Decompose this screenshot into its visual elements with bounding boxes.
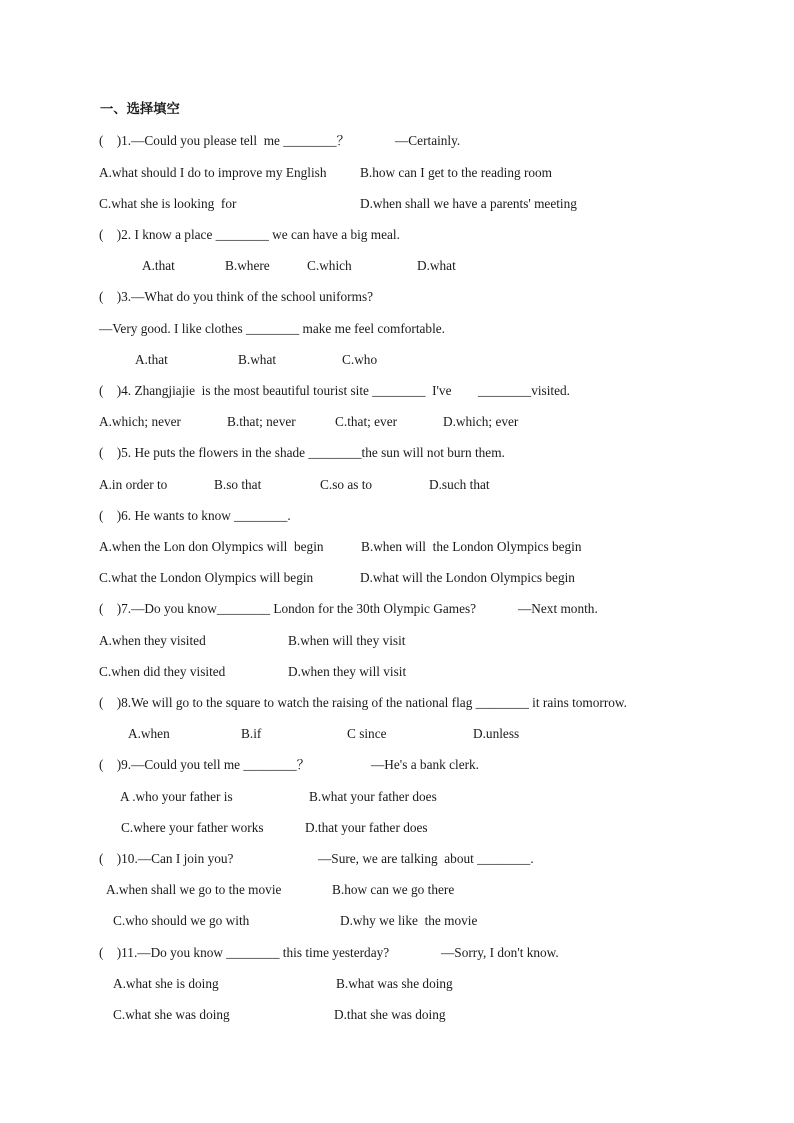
question-reply: —Sorry, I don't know. [441,945,559,960]
question-1-options-row-1 [0,163,794,183]
option-c: C.who [342,352,378,367]
question-stem: ( )9.—Could you tell me ________？ [99,757,310,772]
option-a: A.in order to [99,477,168,492]
option-a: A.that [142,258,175,273]
question-1-options-row-2 [0,194,794,214]
option-c: C.what the London Olympics will begin [99,570,314,585]
option-d: D.what will the London Olympics begin [360,570,575,585]
question-6 [0,506,794,526]
question-stem: ( )3.—What do you think of the school uniforms? [99,289,374,304]
question-stem: ( )6. He wants to know ________. [99,508,291,523]
option-d: D.which; ever [443,414,519,429]
option-c: C.where your father works [121,820,264,835]
option-c: C.that; ever [335,414,398,429]
option-b: B.when will the London Olympics begin [361,539,582,554]
option-b: B.where [225,258,270,273]
question-4 [0,381,794,401]
option-a: A.what should I do to improve my English [99,165,327,180]
question-7-options-row-1 [0,631,794,651]
question-reply: —He's a bank clerk. [371,757,479,772]
question-reply: —Very good. I like clothes ________ make me feel comfortable. [99,321,445,336]
option-b: B.what was she doing [336,976,453,991]
option-a: A.when the Lon don Olympics will begin [99,539,324,554]
question-3 [0,287,794,307]
option-c: C.which [307,258,352,273]
option-c: C.who should we go with [113,913,250,928]
option-d: D.what [417,258,456,273]
question-9-options-row-2 [0,818,794,838]
option-a: A.when [128,726,170,741]
question-stem: ( )8.We will go to the square to watch the raising of the national flag ________ it rains tomorrow. [99,695,627,710]
option-a: A.which; never [99,414,181,429]
question-2 [0,225,794,245]
option-a: A.when shall we go to the movie [106,882,282,897]
question-stem: ( )11.—Do you know ________ this time yesterday? [99,945,390,960]
question-stem: ( )10.—Can I join you? [99,851,234,866]
option-b: B.how can we go there [332,882,455,897]
option-a: A .who your father is [120,789,233,804]
question-reply: —Sure, we are talking about ________. [318,851,534,866]
question-8-options [0,724,794,744]
question-3-options [0,350,794,370]
option-b: B.how can I get to the reading room [360,165,553,180]
question-stem: ( )7.—Do you know________ London for the 30th Olympic Games? [99,601,477,616]
question-1 [0,131,794,151]
option-b: B.what [238,352,277,367]
question-9-options-row-1 [0,787,794,807]
option-b: B.when will they visit [288,633,406,648]
question-10 [0,849,794,869]
question-6-options-row-2 [0,568,794,588]
option-d: D.when shall we have a parents' meeting [360,196,577,211]
question-5-options [0,475,794,495]
option-d: D.that she was doing [334,1007,446,1022]
option-d: D.that your father does [305,820,428,835]
question-11-options-row-2 [0,1005,794,1025]
option-d: D.unless [473,726,520,741]
option-a: A.that [135,352,168,367]
question-3-reply-line [0,319,794,339]
option-a: A.when they visited [99,633,206,648]
section-title: 一、选择填空 [100,102,180,117]
question-9 [0,755,794,775]
question-7-options-row-2 [0,662,794,682]
question-10-options-row-2 [0,911,794,931]
question-reply: —Certainly. [395,133,461,148]
option-d: D.such that [429,477,490,492]
question-stem-tail: ________visited. [478,383,570,398]
option-c: C.what she is looking for [99,196,237,211]
question-stem: ( )2. I know a place ________ we can have a big meal. [99,227,400,242]
section-title-line [0,100,794,120]
option-d: D.why we like the movie [340,913,478,928]
question-5 [0,443,794,463]
option-b: B.that; never [227,414,296,429]
option-c: C.when did they visited [99,664,226,679]
question-4-options [0,412,794,432]
question-11-options-row-1 [0,974,794,994]
option-c: C since [347,726,387,741]
option-b: B.if [241,726,262,741]
question-stem: ( )5. He puts the flowers in the shade ________the sun will not burn them. [99,445,505,460]
option-c: C.so as to [320,477,373,492]
option-a: A.what she is doing [113,976,219,991]
option-b: B.so that [214,477,262,492]
option-d: D.when they will visit [288,664,407,679]
question-11 [0,943,794,963]
option-c: C.what she was doing [113,1007,230,1022]
question-10-options-row-1 [0,880,794,900]
question-6-options-row-1 [0,537,794,557]
question-stem: ( )4. Zhangjiajie is the most beautiful tourist site ________ I've [99,383,452,398]
question-reply: —Next month. [518,601,598,616]
question-8 [0,693,794,713]
option-b: B.what your father does [309,789,437,804]
question-2-options [0,256,794,276]
question-stem: ( )1.—Could you please tell me ________？ [99,133,350,148]
question-7 [0,599,794,619]
